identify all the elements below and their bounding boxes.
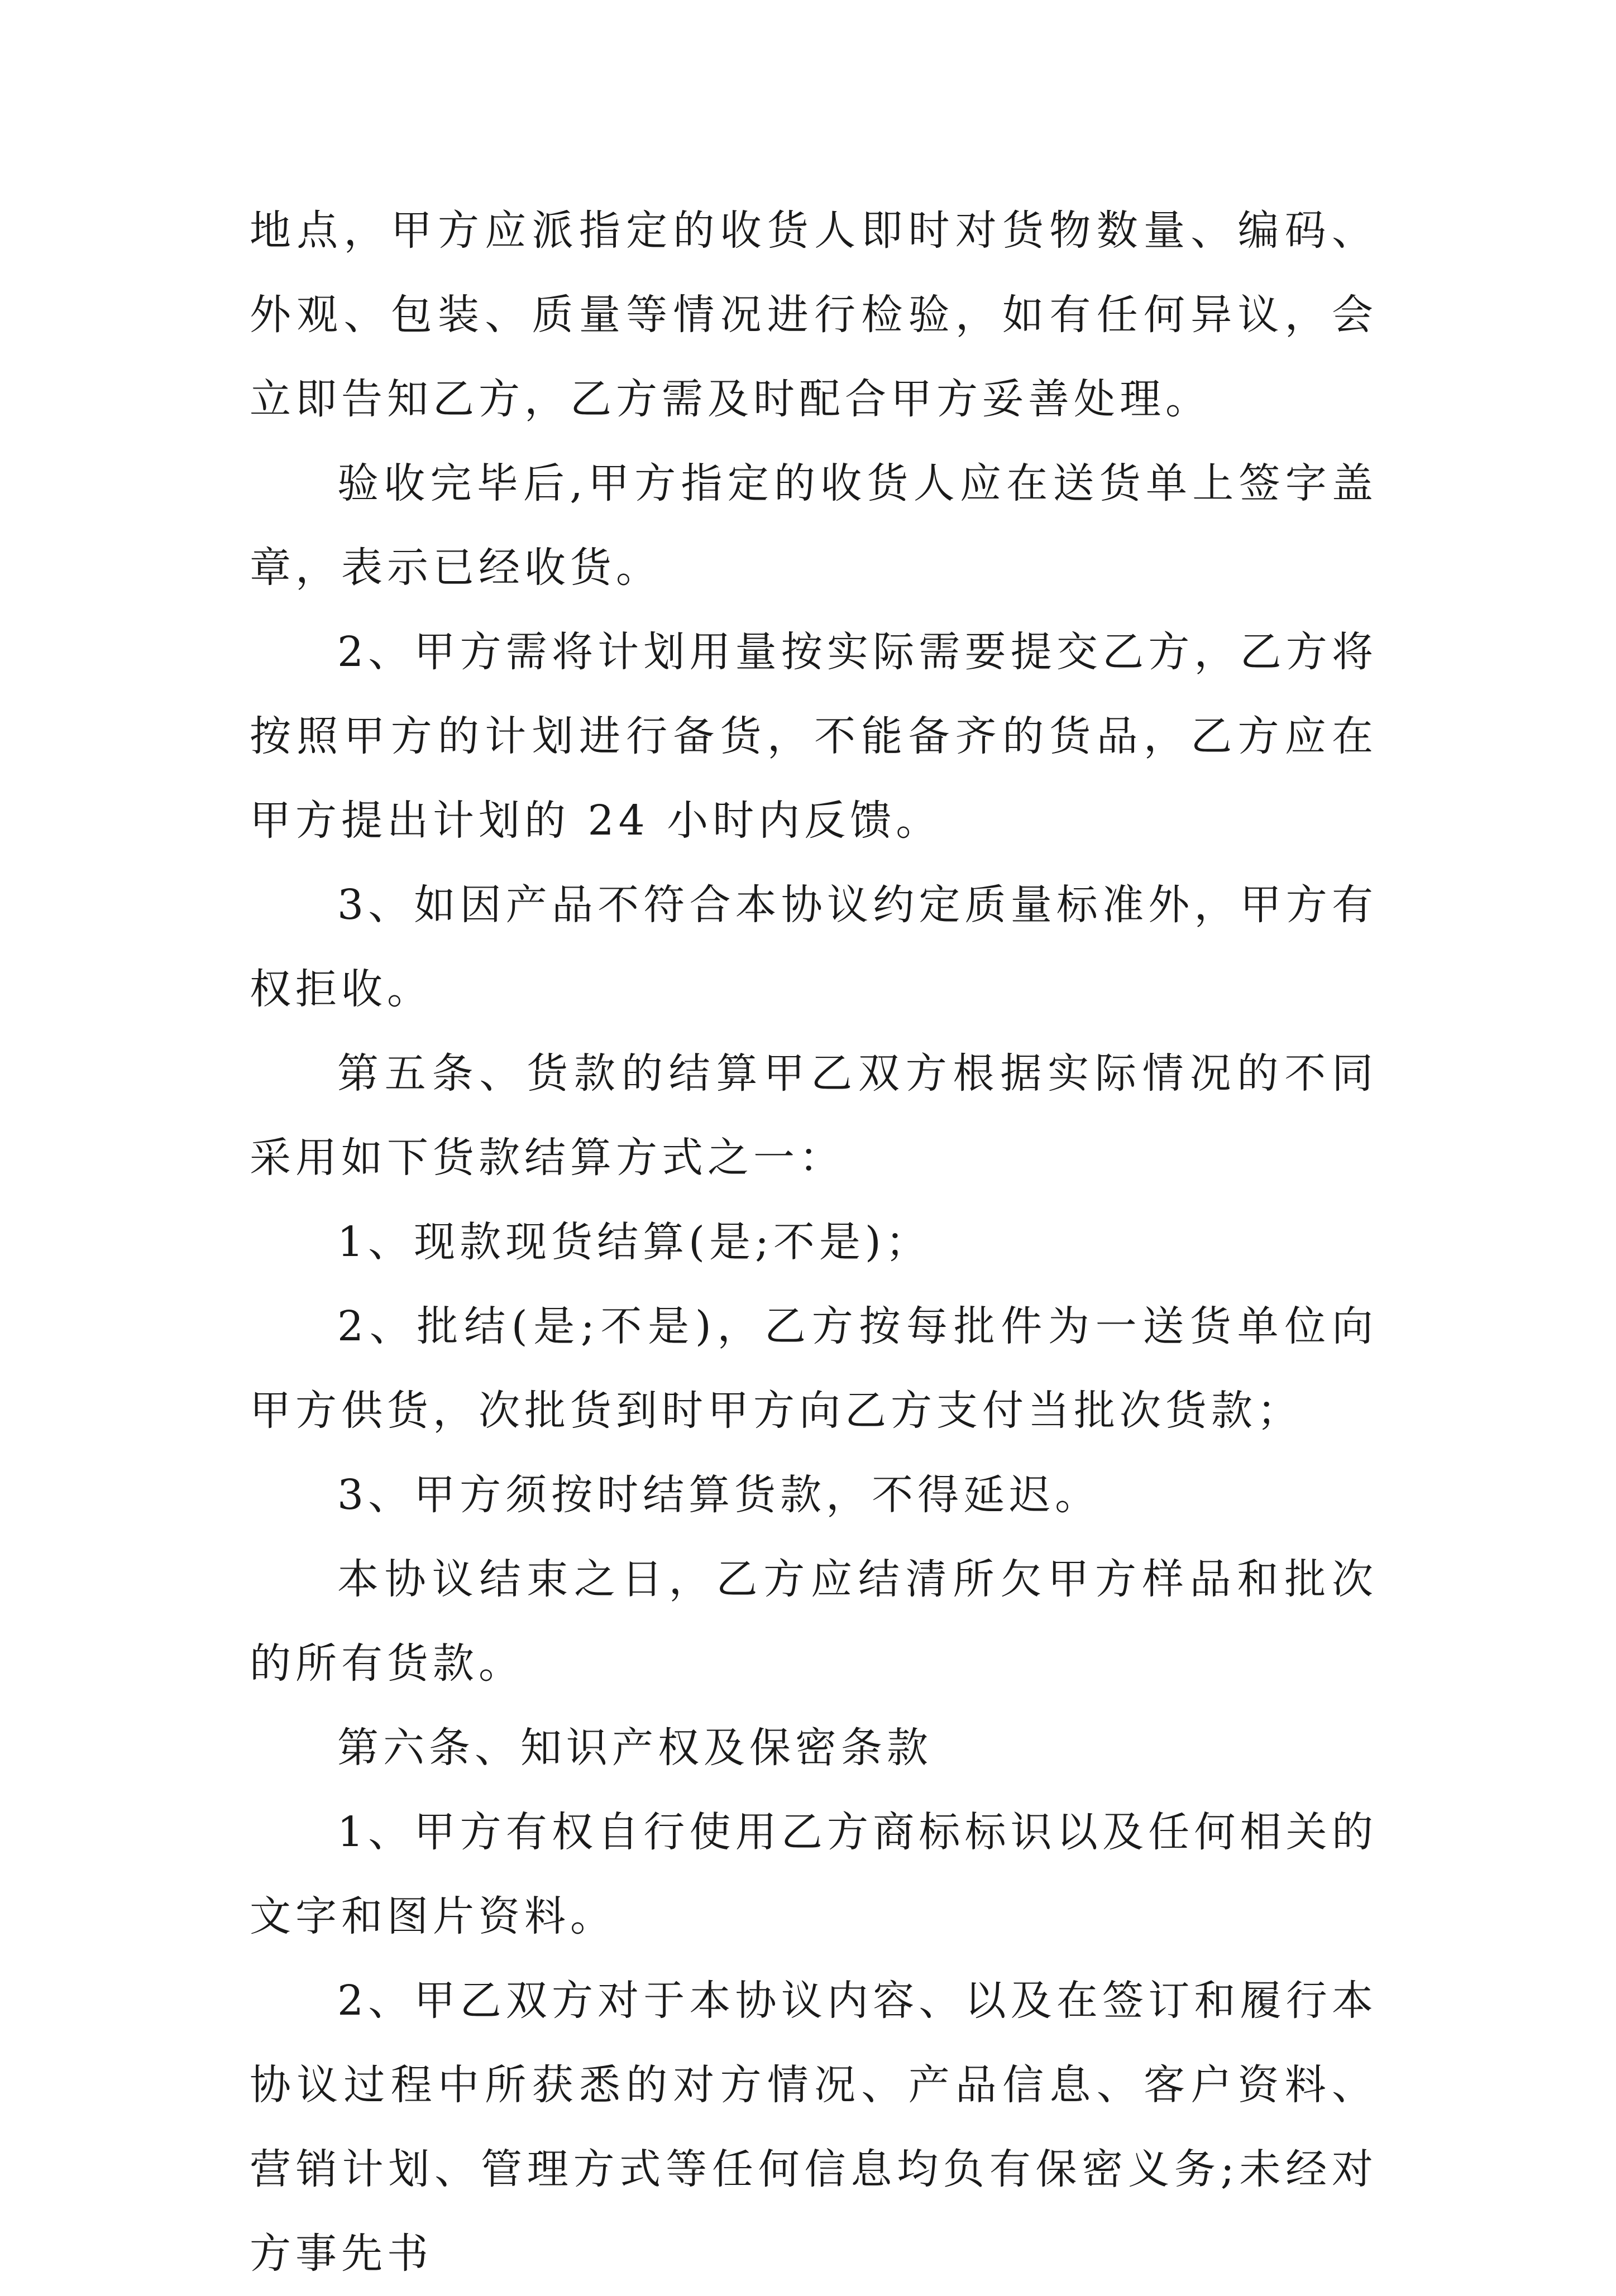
document-body — [250, 189, 1378, 2296]
paragraph-8: 3、甲方须按时结算货款，不得延迟。 — [337, 1471, 1101, 1519]
paragraph-6: 1、现款现货结算(是;不是)； — [337, 1218, 931, 1266]
paragraph-3: 2、甲方需将计划用量按实际需要提交乙方，乙方将按照甲方的计划进行备货，不能备齐的货品，乙方应在甲方提出计划的 24 小时内反馈。 — [250, 628, 1378, 845]
paragraph-11: 1、甲方有权自行使用乙方商标标识以及任何相关的文字和图片资料。 — [250, 1808, 1378, 1940]
paragraph-1: 地点，甲方应派指定的收货人即时对货物数量、编码、外观、包装、质量等情况进行检验，如有任何异议，会立即告知乙方，乙方需及时配合甲方妥善处理。 — [250, 207, 1378, 423]
paragraph-5: 第五条、货款的结算甲乙双方根据实际情况的不同采用如下货款结算方式之一： — [250, 1049, 1378, 1182]
paragraph-7: 2、批结(是;不是)，乙方按每批件为一送货单位向甲方供货，次批货到时甲方向乙方支付当批次货款； — [250, 1302, 1378, 1435]
section-heading-article-6: 第六条、知识产权及保密条款 — [337, 1724, 933, 1772]
paragraph-12: 2、甲乙双方对于本协议内容、以及在签订和履行本协议过程中所获悉的对方情况、产品信息、客户资料、营销计划、管理方式等任何信息均负有保密义务;未经对方事先书 — [250, 1977, 1378, 2278]
paragraph-2: 验收完毕后,甲方指定的收货人应在送货单上签字盖章，表示已经收货。 — [250, 459, 1378, 592]
paragraph-4: 3、如因产品不符合本协议约定质量标准外，甲方有权拒收。 — [250, 881, 1378, 1013]
paragraph-9: 本协议结束之日，乙方应结清所欠甲方样品和批次的所有货款。 — [250, 1555, 1378, 1688]
